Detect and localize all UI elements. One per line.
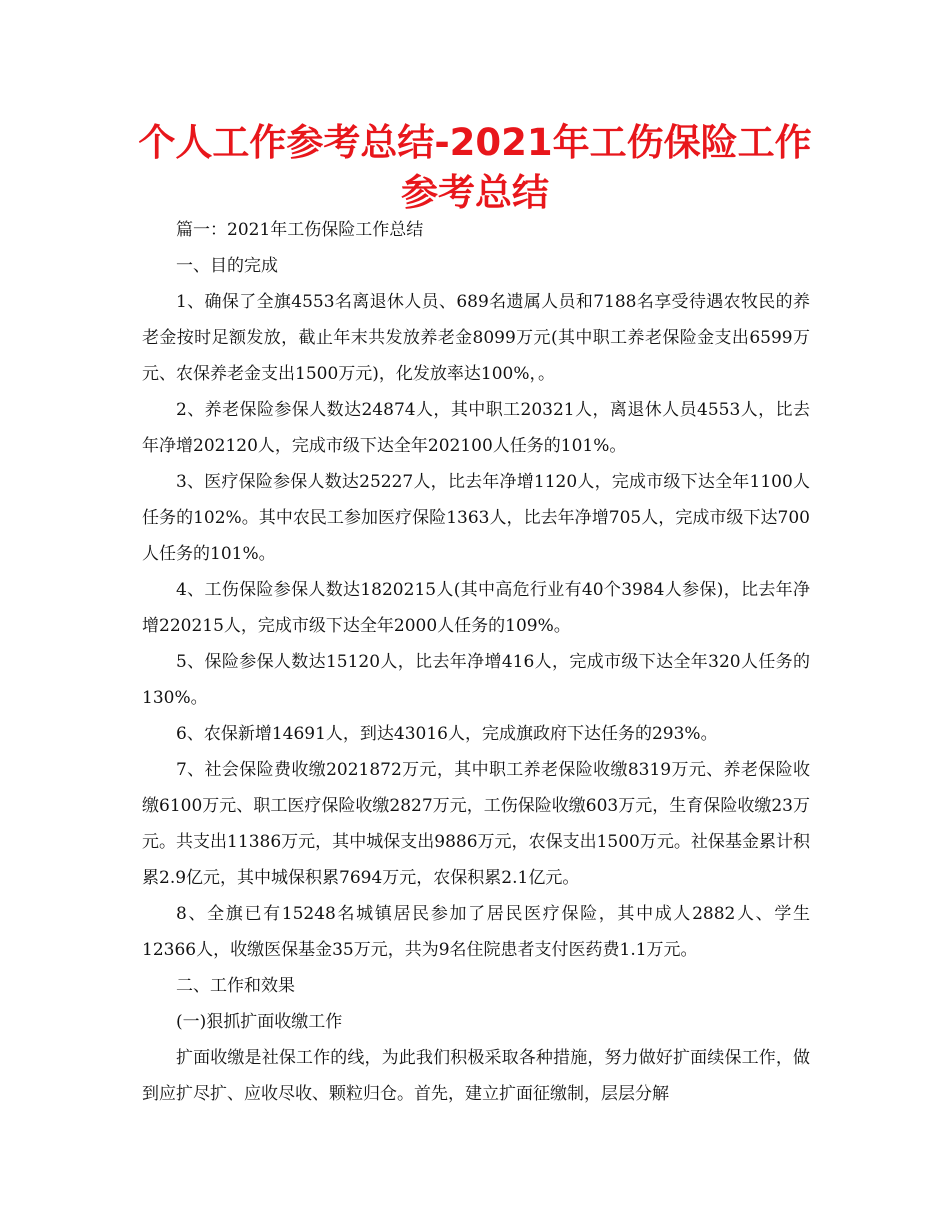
paragraph-item-8: 8、全旗已有15248名城镇居民参加了居民医疗保险，其中成人2882人、学生12366人，收缴医保基金35万元，共为9名住院患者支付医药费1.1万元。 xyxy=(142,904,810,960)
paragraph-subheading-1: (一)狠抓扩面收缴工作 xyxy=(176,1012,343,1032)
document-body xyxy=(142,212,810,1112)
paragraph-section-heading: 篇一：2021年工伤保险工作总结 xyxy=(176,220,424,240)
paragraph-item-7: 7、社会保险费收缴2021872万元，其中职工养老保险收缴8319万元、养老保险收缴6100万元、职工医疗保险收缴2827万元，工伤保险收缴603万元，生育保险收缴23万元。共支出11386万元，其中城保支出9886万元，农保支出1500万元。社保基金累计积累2.9亿元，其中城保积累7694万元，农保积累2.1亿元。 xyxy=(142,760,810,888)
paragraph-body-text: 扩面收缴是社保工作的线，为此我们积极采取各种措施，努力做好扩面续保工作，做到应扩尽扩、应收尽收、颗粒归仓。首先，建立扩面征缴制，层层分解 xyxy=(142,1048,810,1104)
paragraph-item-3: 3、医疗保险参保人数达25227人，比去年净增1120人，完成市级下达全年1100人任务的102%。其中农民工参加医疗保险1363人，比去年净增705人，完成市级下达700人任务的101%。 xyxy=(142,472,810,564)
paragraph-item-5: 5、保险参保人数达15120人，比去年净增416人，完成市级下达全年320人任务的130%。 xyxy=(142,652,810,708)
paragraph-item-2: 2、养老保险参保人数达24874人，其中职工20321人，离退休人员4553人，比去年净增202120人，完成市级下达全年202100人任务的101%。 xyxy=(142,400,810,456)
paragraph-item-6: 6、农保新增14691人，到达43016人，完成旗政府下达任务的293%。 xyxy=(176,724,718,744)
paragraph-heading-work: 二、工作和效果 xyxy=(176,976,295,996)
paragraph-heading-goals: 一、目的完成 xyxy=(176,256,278,276)
paragraph-item-1: 1、确保了全旗4553名离退休人员、689名遗属人员和7188名享受待遇农牧民的养老金按时足额发放，截止年末共发放养老金8099万元(其中职工养老保险金支出6599万元、农保养老金支出1500万元)，化发放率达100%，。 xyxy=(142,292,810,384)
document-title: 个人工作参考总结-2021年工伤保险工作参考总结 xyxy=(138,121,812,214)
paragraph-item-4: 4、工伤保险参保人数达1820215人(其中高危行业有40个3984人参保)，比去年净增220215人，完成市级下达全年2000人任务的109%。 xyxy=(142,580,810,636)
